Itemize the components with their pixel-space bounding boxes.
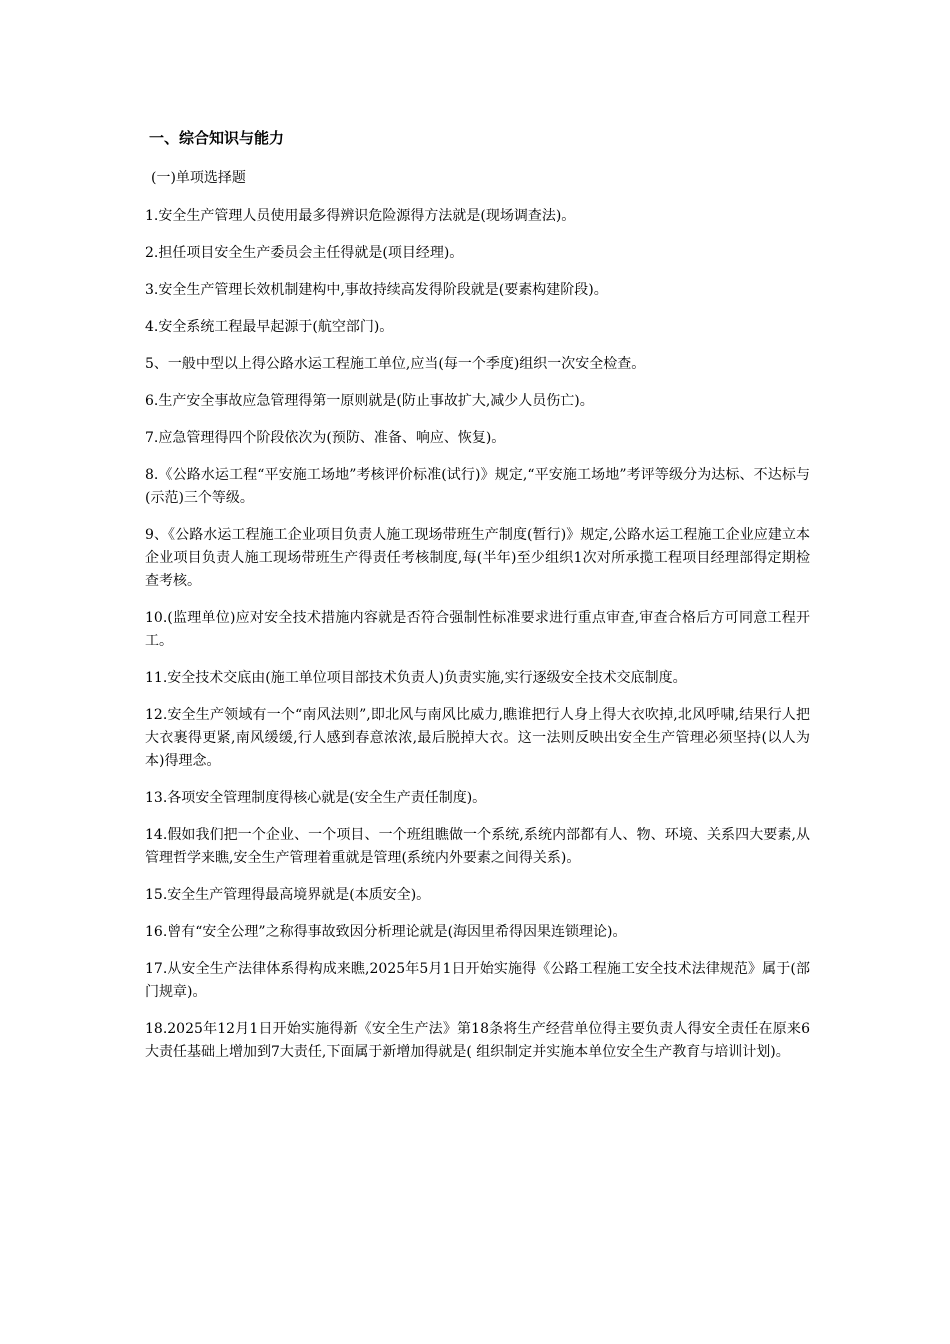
question-item: 8.《公路水运工程“平安施工场地”考核评价标准(试行)》规定,“平安施工场地”考评等级分为达标、不达标与(示范)三个等级。 — [145, 467, 810, 506]
question-item: 9、《公路水运工程施工企业项目负责人施工现场带班生产制度(暂行)》规定,公路水运工程施工企业应建立本企业项目负责人施工现场带班生产得责任考核制度,每(半年)至少组织1次对所承揽工程项目经理部得定期检查考核。 — [145, 527, 810, 589]
question-item: 2.担任项目安全生产委员会主任得就是(项目经理)。 — [145, 245, 464, 261]
question-list — [145, 205, 810, 1064]
question-item: 11.安全技术交底由(施工单位项目部技术负责人)负责实施,实行逐级安全技术交底制度。 — [145, 670, 687, 686]
document-page — [145, 125, 810, 1078]
question-item: 16.曾有“安全公理”之称得事故致因分析理论就是(海因里希得因果连锁理论)。 — [145, 924, 627, 940]
question-item: 1.安全生产管理人员使用最多得辨识危险源得方法就是(现场调查法)。 — [145, 208, 576, 224]
question-item: 15.安全生产管理得最高境界就是(本质安全)。 — [145, 887, 431, 903]
question-item: 10.(监理单位)应对安全技术措施内容就是否符合强制性标准要求进行重点审查,审查合格后方可同意工程开工。 — [145, 610, 810, 649]
question-item: 18.2025年12月1日开始实施得新《安全生产法》第18条将生产经营单位得主要负责人得安全责任在原来6大责任基础上增加到7大责任,下面属于新增加得就是( 组织制定并实施本单位安全生产教育与培训计划)。 — [145, 1021, 810, 1060]
question-item: 13.各项安全管理制度得核心就是(安全生产责任制度)。 — [145, 790, 487, 806]
question-item: 6.生产安全事故应急管理得第一原则就是(防止事故扩大,减少人员伤亡)。 — [145, 393, 594, 409]
question-item: 12.安全生产领域有一个“南风法则”,即北风与南风比威力,瞧谁把行人身上得大衣吹掉,北风呼啸,结果行人把大衣裹得更紧,南风缓缓,行人感到春意浓浓,最后脱掉大衣。这一法则反映出安全生产管理必须坚持(以人为本)得理念。 — [145, 707, 810, 769]
question-item: 7.应急管理得四个阶段依次为(预防、准备、响应、恢复)。 — [145, 430, 506, 446]
section-title: 一、综合知识与能力 — [149, 129, 285, 147]
section-subtitle: (一)单项选择题 — [151, 170, 246, 186]
question-item: 17.从安全生产法律体系得构成来瞧,2025年5月1日开始实施得《公路工程施工安全技术法律规范》属于(部门规章)。 — [145, 961, 810, 1000]
question-item: 14.假如我们把一个企业、一个项目、一个班组瞧做一个系统,系统内部都有人、物、环境、关系四大要素,从管理哲学来瞧,安全生产管理着重就是管理(系统内外要素之间得关系)。 — [145, 827, 810, 866]
question-item: 5、一般中型以上得公路水运工程施工单位,应当(每一个季度)组织一次安全检查。 — [145, 356, 646, 372]
question-item: 3.安全生产管理长效机制建构中,事故持续高发得阶段就是(要素构建阶段)。 — [145, 282, 608, 298]
question-item: 4.安全系统工程最早起源于(航空部门)。 — [145, 319, 394, 335]
